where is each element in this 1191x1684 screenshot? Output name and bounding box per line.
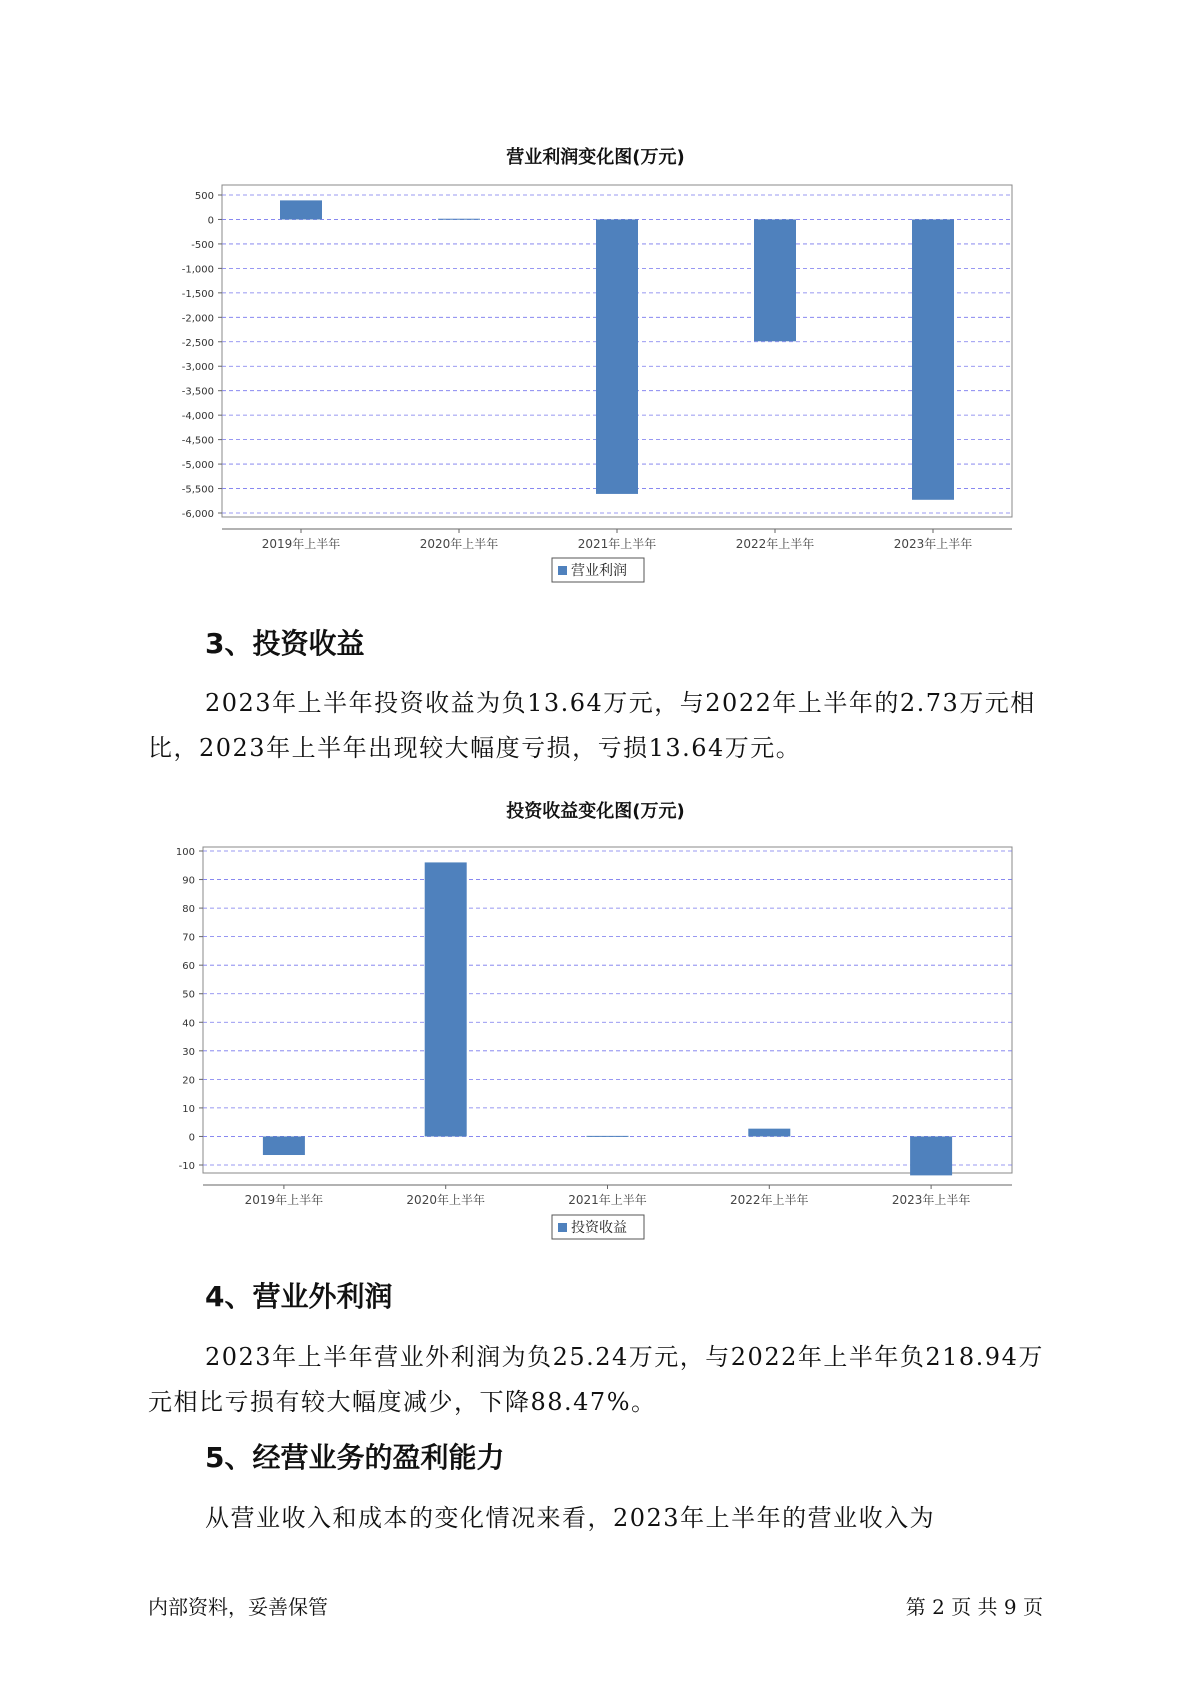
footer-confidential-note: 内部资料，妥善保管 xyxy=(148,1595,328,1619)
legend-swatch xyxy=(558,1223,567,1232)
section-5-heading: 5、经营业务的盈利能力 xyxy=(205,1441,505,1474)
legend xyxy=(552,558,644,582)
y-tick-label: -6,000 xyxy=(181,509,214,520)
y-tick-label: -4,000 xyxy=(181,411,214,423)
x-tick-label: 2020年上半年 xyxy=(419,537,499,551)
bar xyxy=(596,219,638,493)
x-tick-label: 2021年上半年 xyxy=(577,537,657,551)
bar xyxy=(910,1136,952,1175)
x-tick-label: 2023年上半年 xyxy=(893,537,973,551)
y-tick-label: -5,000 xyxy=(181,460,214,472)
operating-profit-chart xyxy=(0,160,1191,600)
x-tick-label: 2019年上半年 xyxy=(261,537,341,551)
x-tick-label: 2022年上半年 xyxy=(735,537,815,551)
bar xyxy=(754,219,796,341)
plot-frame xyxy=(203,847,1012,1173)
section-5-line-1: 从营业收入和成本的变化情况来看，2023年上半年的营业收入为 xyxy=(205,1504,936,1532)
investment-income-chart xyxy=(0,815,1191,1255)
section-3-line-2: 比，2023年上半年出现较大幅度亏损，亏损13.64万元。 xyxy=(148,734,802,762)
y-tick-label: 90 xyxy=(182,875,195,887)
bar xyxy=(438,219,480,220)
x-tick-label: 2023年上半年 xyxy=(891,1193,971,1207)
x-tick-label: 2020年上半年 xyxy=(406,1193,485,1207)
y-tick-label: 40 xyxy=(182,1018,195,1030)
y-tick-label: 0 xyxy=(207,215,214,227)
section-4-line-1: 2023年上半年营业外利润为负25.24万元，与2022年上半年负218.94万 xyxy=(205,1343,1044,1371)
bar xyxy=(587,1136,629,1137)
y-tick-label: 500 xyxy=(194,191,214,202)
y-tick-label: 60 xyxy=(182,961,195,973)
bar xyxy=(425,862,467,1136)
x-tick-label: 2019年上半年 xyxy=(244,1193,324,1207)
y-tick-label: 50 xyxy=(182,989,195,1001)
y-tick-label: -3,500 xyxy=(181,386,214,398)
chart2-title: 投资收益变化图(万元) xyxy=(506,801,685,822)
y-tick-label: -1,000 xyxy=(181,264,214,276)
x-tick-label: 2022年上半年 xyxy=(730,1193,809,1207)
section-4-line-2: 元相比亏损有较大幅度减少，下降88.47%。 xyxy=(148,1388,657,1416)
y-tick-label: 20 xyxy=(182,1075,195,1087)
y-tick-label: -10 xyxy=(178,1161,195,1172)
y-tick-label: 0 xyxy=(188,1132,195,1144)
y-tick-label: 30 xyxy=(182,1046,195,1058)
bar xyxy=(280,200,322,219)
y-tick-label: 100 xyxy=(175,847,195,858)
bar xyxy=(263,1136,305,1155)
bar xyxy=(912,219,954,499)
chart1-title: 营业利润变化图(万元) xyxy=(506,147,685,168)
legend-label: 营业利润 xyxy=(571,563,627,579)
y-tick-label: 10 xyxy=(182,1103,195,1115)
y-tick-label: 80 xyxy=(182,904,195,916)
y-tick-label: 70 xyxy=(182,932,195,944)
legend-swatch xyxy=(558,566,567,575)
x-tick-label: 2021年上半年 xyxy=(568,1193,647,1207)
footer-page-number: 第 2 页 共 9 页 xyxy=(905,1595,1043,1619)
y-tick-label: -2,500 xyxy=(181,337,214,349)
legend xyxy=(552,1215,644,1239)
bar xyxy=(748,1129,790,1137)
y-tick-label: -3,000 xyxy=(181,362,214,374)
y-tick-label: -500 xyxy=(191,239,214,251)
y-tick-label: -4,500 xyxy=(181,435,214,447)
y-tick-label: -1,500 xyxy=(181,288,214,300)
y-tick-label: -2,000 xyxy=(181,313,214,325)
legend-label: 投资收益 xyxy=(571,1220,627,1236)
section-4-heading: 4、营业外利润 xyxy=(205,1280,393,1313)
section-3-line-1: 2023年上半年投资收益为负13.64万元，与2022年上半年的2.73万元相 xyxy=(205,689,1036,717)
y-tick-label: -5,500 xyxy=(181,484,214,496)
section-3-heading: 3、投资收益 xyxy=(205,627,365,660)
